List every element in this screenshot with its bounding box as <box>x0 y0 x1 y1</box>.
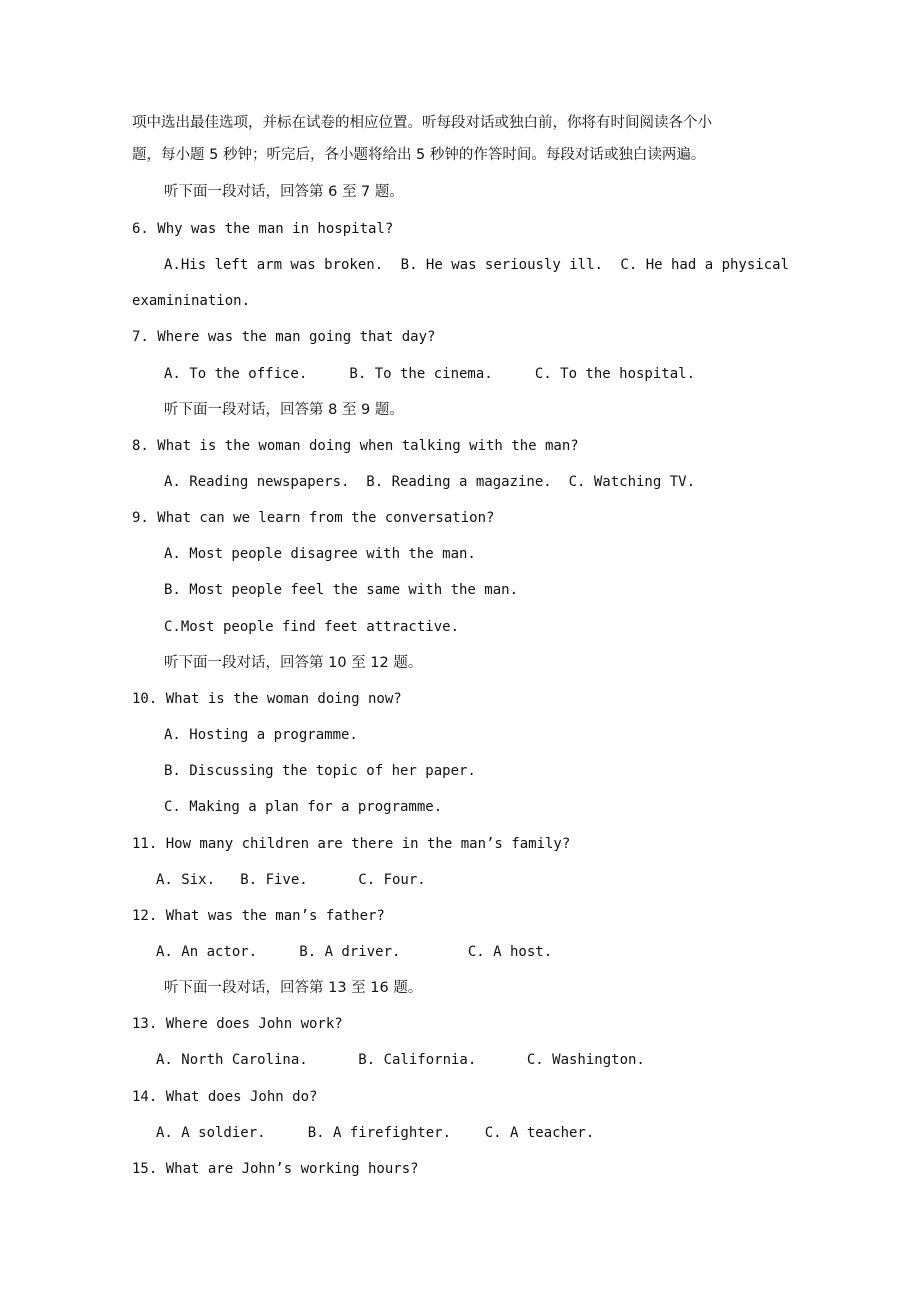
intro-line-2: 题，每小题 5 秒钟；听完后，各小题将给出 5 秒钟的作答时间。每段对话或独白读两遍。 <box>132 147 706 163</box>
section-instruction: 听下面一段对话，回答第 13 至 16 题。 <box>164 980 423 996</box>
option-a: A. Hosting a programme. <box>164 727 358 743</box>
option-row: A. A soldier. B. A firefighter. C. A teacher. <box>156 1125 595 1141</box>
question-stem: 12. What was the man’s father? <box>132 908 385 924</box>
question-stem: 13. Where does John work? <box>132 1016 343 1032</box>
question-stem: 15. What are John’s working hours? <box>132 1161 419 1177</box>
section-instruction: 听下面一段对话，回答第 10 至 12 题。 <box>164 655 423 671</box>
option-row <box>164 255 789 275</box>
option-a: A. Most people disagree with the man. <box>164 546 476 562</box>
option-continuation: examinination. <box>132 293 251 309</box>
option-c: C. Making a plan for a programme. <box>164 799 443 815</box>
section-instruction: 听下面一段对话，回答第 8 至 9 题。 <box>164 402 404 418</box>
option-row: A. To the office. B. To the cinema. C. To the hospital. <box>164 366 696 382</box>
option-a: A.His left arm was broken. <box>164 257 384 273</box>
option-b: B. Most people feel the same with the man. <box>164 582 519 598</box>
option-b: B. He was seriously ill. <box>400 257 603 273</box>
question-stem: 10. What is the woman doing now? <box>132 691 402 707</box>
question-stem: 9. What can we learn from the conversation? <box>132 510 495 526</box>
question-stem: 7. Where was the man going that day? <box>132 329 436 345</box>
option-c: C.Most people find feet attractive. <box>164 619 460 635</box>
section-instruction: 听下面一段对话，回答第 6 至 7 题。 <box>164 184 404 200</box>
option-c: C. He had a physical <box>620 257 789 273</box>
question-stem: 11. How many children are there in the man’s family? <box>132 836 571 852</box>
option-row: A. An actor. B. A driver. C. A host. <box>156 944 553 960</box>
option-b: B. Discussing the topic of her paper. <box>164 763 476 779</box>
option-row: A. Reading newspapers. B. Reading a magazine. C. Watching TV. <box>164 474 696 490</box>
question-stem: 8. What is the woman doing when talking with the man? <box>132 438 579 454</box>
option-row: A. North Carolina. B. California. C. Washington. <box>156 1052 645 1068</box>
intro-line-1: 项中选出最佳选项，并标在试卷的相应位置。听每段对话或独白前，你将有时间阅读各个小 <box>132 115 712 131</box>
option-row: A. Six. B. Five. C. Four. <box>156 872 426 888</box>
question-stem: 14. What does John do? <box>132 1089 318 1105</box>
question-stem: 6. Why was the man in hospital? <box>132 221 394 237</box>
